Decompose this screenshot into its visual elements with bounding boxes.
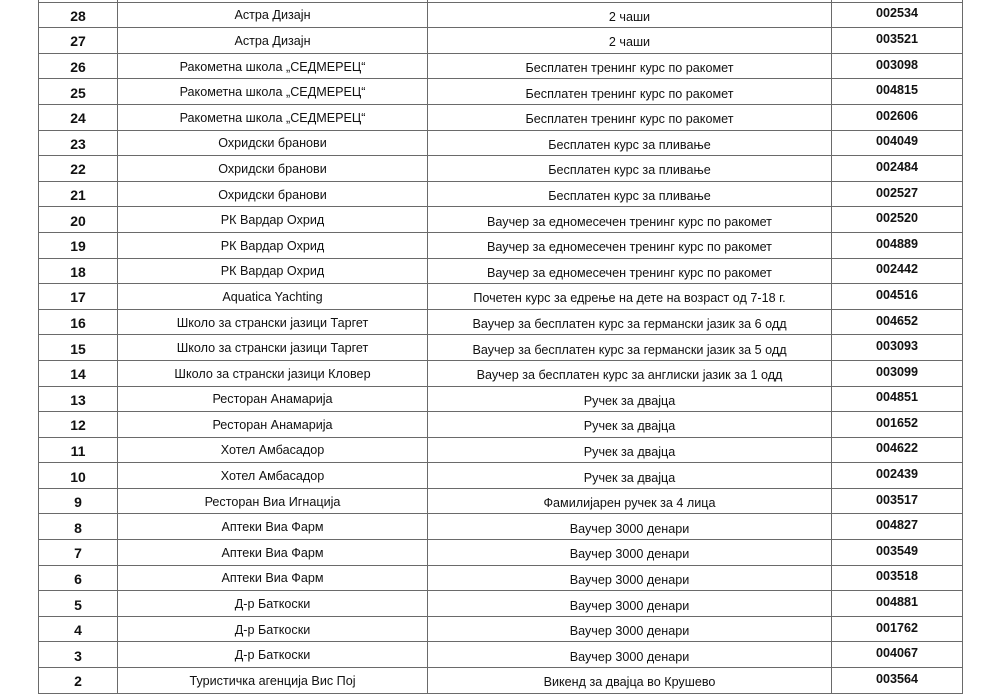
prize-description: 2 чаши xyxy=(428,2,832,28)
table-row xyxy=(39,181,963,207)
winning-code: 003098 xyxy=(832,53,963,79)
table-row xyxy=(39,360,963,386)
winning-code: 001762 xyxy=(832,616,963,642)
winning-code: 002442 xyxy=(832,258,963,284)
table-row xyxy=(39,540,963,566)
prize-description: Фамилијарен ручек за 4 лица xyxy=(428,488,832,514)
row-number: 6 xyxy=(39,565,118,591)
partner-name: Туристичка агенција Вис Пој xyxy=(118,668,428,694)
table-row xyxy=(39,668,963,694)
row-number: 28 xyxy=(39,2,118,28)
prize-description: Бесплатен курс за пливање xyxy=(428,130,832,156)
winning-code: 002439 xyxy=(832,463,963,489)
prize-description: Ваучер 3000 денари xyxy=(428,591,832,617)
winning-code: 004516 xyxy=(832,284,963,310)
row-number: 18 xyxy=(39,258,118,284)
prize-description: Почетен курс за едрење на дете на возраст од 7-18 г. xyxy=(428,284,832,310)
row-number: 5 xyxy=(39,591,118,617)
prize-description: Ваучер 3000 денари xyxy=(428,565,832,591)
table-row xyxy=(39,28,963,54)
partner-name: РК Вардар Охрид xyxy=(118,258,428,284)
table-row xyxy=(39,565,963,591)
partner-name: Хотел Амбасадор xyxy=(118,463,428,489)
table-row xyxy=(39,412,963,438)
prize-description: Ваучер 3000 денари xyxy=(428,642,832,668)
partner-name: Ракометна школа „СЕДМЕРЕЦ“ xyxy=(118,79,428,105)
winning-code: 004652 xyxy=(832,309,963,335)
table-row xyxy=(39,2,963,28)
table-row xyxy=(39,258,963,284)
row-number: 9 xyxy=(39,488,118,514)
partner-name: Ресторан Виа Игнација xyxy=(118,488,428,514)
partner-name: Аптеки Виа Фарм xyxy=(118,565,428,591)
prize-description: Бесплатен курс за пливање xyxy=(428,181,832,207)
row-number: 27 xyxy=(39,28,118,54)
row-number: 23 xyxy=(39,130,118,156)
winning-code: 002484 xyxy=(832,156,963,182)
prize-description: Ручек за двајца xyxy=(428,437,832,463)
row-number: 13 xyxy=(39,386,118,412)
partner-name: Ресторан Анамарија xyxy=(118,386,428,412)
partner-name: Аптеки Виа Фарм xyxy=(118,540,428,566)
partner-name: Охридски бранови xyxy=(118,156,428,182)
winners-table-body xyxy=(39,0,963,693)
winning-code: 004622 xyxy=(832,437,963,463)
table-row xyxy=(39,463,963,489)
row-number: 2 xyxy=(39,668,118,694)
prize-description: Ваучер за бесплатен курс за англиски јазик за 1 одд xyxy=(428,360,832,386)
prize-description: 2 чаши xyxy=(428,28,832,54)
row-number: 15 xyxy=(39,335,118,361)
table-row xyxy=(39,284,963,310)
table-row xyxy=(39,642,963,668)
prize-description: Ваучер за едномесечен тренинг курс по ракомет xyxy=(428,232,832,258)
table-row xyxy=(39,309,963,335)
table-row xyxy=(39,437,963,463)
prize-description: Бесплатен тренинг курс по ракомет xyxy=(428,79,832,105)
winning-code: 003093 xyxy=(832,335,963,361)
table-row xyxy=(39,53,963,79)
winning-code: 003099 xyxy=(832,360,963,386)
row-number: 7 xyxy=(39,540,118,566)
row-number: 26 xyxy=(39,53,118,79)
table-row xyxy=(39,386,963,412)
row-number: 11 xyxy=(39,437,118,463)
row-number: 4 xyxy=(39,616,118,642)
partner-name: РК Вардар Охрид xyxy=(118,207,428,233)
prize-description: Ручек за двајца xyxy=(428,386,832,412)
winning-code: 003518 xyxy=(832,565,963,591)
row-number: 20 xyxy=(39,207,118,233)
partner-name: РК Вардар Охрид xyxy=(118,232,428,258)
partner-name: Охридски бранови xyxy=(118,181,428,207)
prize-description: Викенд за двајца во Крушево xyxy=(428,668,832,694)
prize-description: Ваучер за бесплатен курс за германски јазик за 6 одд xyxy=(428,309,832,335)
row-number: 8 xyxy=(39,514,118,540)
partner-name: Ракометна школа „СЕДМЕРЕЦ“ xyxy=(118,53,428,79)
partner-name: Аптеки Виа Фарм xyxy=(118,514,428,540)
prize-description: Ваучер за едномесечен тренинг курс по ракомет xyxy=(428,258,832,284)
winning-code: 002527 xyxy=(832,181,963,207)
row-number: 10 xyxy=(39,463,118,489)
table-row xyxy=(39,156,963,182)
row-number: 14 xyxy=(39,360,118,386)
winning-code: 003564 xyxy=(832,668,963,694)
table-row xyxy=(39,232,963,258)
row-number: 17 xyxy=(39,284,118,310)
table-row xyxy=(39,207,963,233)
partner-name: Школо за странски јазици Таргет xyxy=(118,309,428,335)
table-row xyxy=(39,616,963,642)
winning-code: 001652 xyxy=(832,412,963,438)
table-row xyxy=(39,104,963,130)
prize-description: Бесплатен курс за пливање xyxy=(428,156,832,182)
partner-name: Д-р Баткоски xyxy=(118,591,428,617)
partner-name: Д-р Баткоски xyxy=(118,642,428,668)
row-number: 16 xyxy=(39,309,118,335)
partner-name: Астра Дизајн xyxy=(118,2,428,28)
winning-code: 002606 xyxy=(832,104,963,130)
partner-name: Д-р Баткоски xyxy=(118,616,428,642)
table-row xyxy=(39,79,963,105)
prize-description: Бесплатен тренинг курс по ракомет xyxy=(428,104,832,130)
partner-name: Охридски бранови xyxy=(118,130,428,156)
winning-code: 002520 xyxy=(832,207,963,233)
table-row xyxy=(39,130,963,156)
prize-description: Ручек за двајца xyxy=(428,463,832,489)
winning-code: 004851 xyxy=(832,386,963,412)
partner-name: Ресторан Анамарија xyxy=(118,412,428,438)
partner-name: Школо за странски јазици Кловер xyxy=(118,360,428,386)
row-number: 3 xyxy=(39,642,118,668)
partner-name: Школо за странски јазици Таргет xyxy=(118,335,428,361)
winning-code: 003521 xyxy=(832,28,963,54)
partner-name: Астра Дизајн xyxy=(118,28,428,54)
prize-description: Ваучер 3000 денари xyxy=(428,514,832,540)
row-number: 21 xyxy=(39,181,118,207)
table-row xyxy=(39,488,963,514)
winning-code: 003549 xyxy=(832,540,963,566)
winners-table xyxy=(38,0,963,694)
winning-code: 004881 xyxy=(832,591,963,617)
winning-code: 004827 xyxy=(832,514,963,540)
partner-name: Ракометна школа „СЕДМЕРЕЦ“ xyxy=(118,104,428,130)
winning-code: 004889 xyxy=(832,232,963,258)
winning-code: 004815 xyxy=(832,79,963,105)
table-row xyxy=(39,335,963,361)
row-number: 19 xyxy=(39,232,118,258)
winning-code: 002534 xyxy=(832,2,963,28)
winning-code: 004067 xyxy=(832,642,963,668)
winning-code: 003517 xyxy=(832,488,963,514)
partner-name: Хотел Амбасадор xyxy=(118,437,428,463)
table-row xyxy=(39,591,963,617)
partner-name: Aquatica Yachting xyxy=(118,284,428,310)
table-row xyxy=(39,514,963,540)
row-number: 12 xyxy=(39,412,118,438)
prize-description: Ваучер за едномесечен тренинг курс по ракомет xyxy=(428,207,832,233)
winning-code: 004049 xyxy=(832,130,963,156)
prize-description: Ваучер 3000 денари xyxy=(428,616,832,642)
prize-description: Бесплатен тренинг курс по ракомет xyxy=(428,53,832,79)
row-number: 22 xyxy=(39,156,118,182)
prize-description: Ваучер за бесплатен курс за германски јазик за 5 одд xyxy=(428,335,832,361)
row-number: 25 xyxy=(39,79,118,105)
row-number: 24 xyxy=(39,104,118,130)
prize-description: Ручек за двајца xyxy=(428,412,832,438)
prize-description: Ваучер 3000 денари xyxy=(428,540,832,566)
